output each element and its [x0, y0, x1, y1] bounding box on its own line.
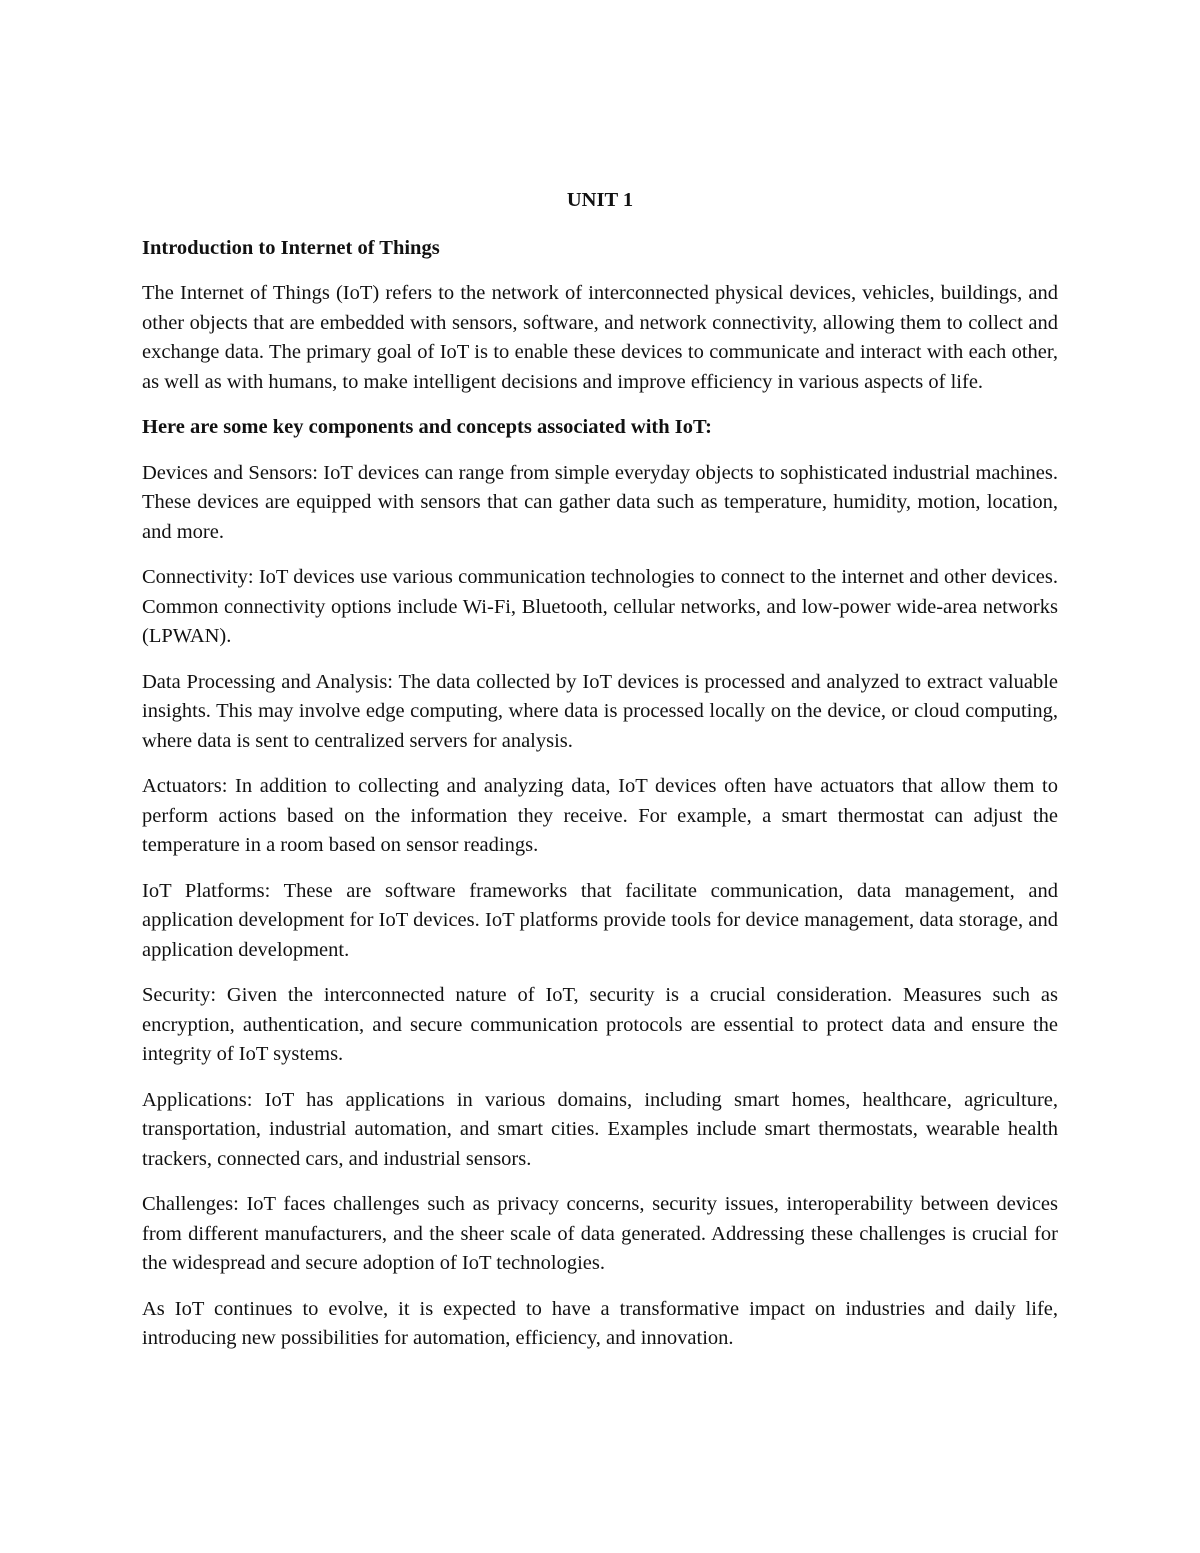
paragraph-actuators: Actuators: In addition to collecting and analyzing data, IoT devices often have actuators that allow them to perform actions based on the information they receive. For example, a smart thermostat can adjust the temperature in a room based on sensor readings.: [142, 775, 1058, 856]
document-body: [142, 186, 1058, 1370]
paragraph-challenges: Challenges: IoT faces challenges such as privacy concerns, security issues, interoperability between devices from different manufacturers, and the sheer scale of data generated. Addressing these challenges is crucial for the widespread and secure adoption of IoT technologies.: [142, 1193, 1058, 1274]
components-subheading: Here are some key components and concepts associated with IoT:: [142, 416, 712, 438]
paragraph-security: Security: Given the interconnected nature of IoT, security is a crucial consideration. Measures such as encryption, authentication, and secure communication protocols are essential to protect data and ensure the integrity of IoT systems.: [142, 984, 1058, 1065]
paragraph-connectivity: Connectivity: IoT devices use various communication technologies to connect to the internet and other devices. Common connectivity options include Wi-Fi, Bluetooth, cellular networks, and low-power wide-area networks (LPWAN).: [142, 566, 1058, 647]
paragraph-applications: Applications: IoT has applications in various domains, including smart homes, healthcare, agriculture, transportation, industrial automation, and smart cities. Examples include smart thermostats, wearable health trackers, connected cars, and industrial sensors.: [142, 1088, 1058, 1170]
section-heading: Introduction to Internet of Things: [142, 236, 440, 259]
paragraph-conclusion: As IoT continues to evolve, it is expected to have a transformative impact on industries and daily life, introducing new possibilities for automation, efficiency, and innovation.: [142, 1297, 1058, 1349]
paragraph-iot-platforms: IoT Platforms: These are software frameworks that facilitate communication, data management, and application development for IoT devices. IoT platforms provide tools for device management, data storage, and application development.: [142, 879, 1058, 961]
paragraph-devices-sensors: Devices and Sensors: IoT devices can range from simple everyday objects to sophisticated industrial machines. These devices are equipped with sensors that can gather data such as temperature, humidity, motion, location, and more.: [142, 461, 1058, 543]
intro-paragraph: The Internet of Things (IoT) refers to the network of interconnected physical devices, vehicles, buildings, and other objects that are embedded with sensors, software, and network connectivity, allowing them to collect and exchange data. The primary goal of IoT is to enable these devices to communicate and interact with each other, as well as with humans, to make intelligent decisions and improve efficiency in various aspects of life.: [142, 282, 1058, 393]
paragraph-data-processing: Data Processing and Analysis: The data collected by IoT devices is processed and analyzed to extract valuable insights. This may involve edge computing, where data is processed locally on the device, or cloud computing, where data is sent to centralized servers for analysis.: [142, 670, 1058, 752]
unit-title: UNIT 1: [566, 189, 634, 211]
